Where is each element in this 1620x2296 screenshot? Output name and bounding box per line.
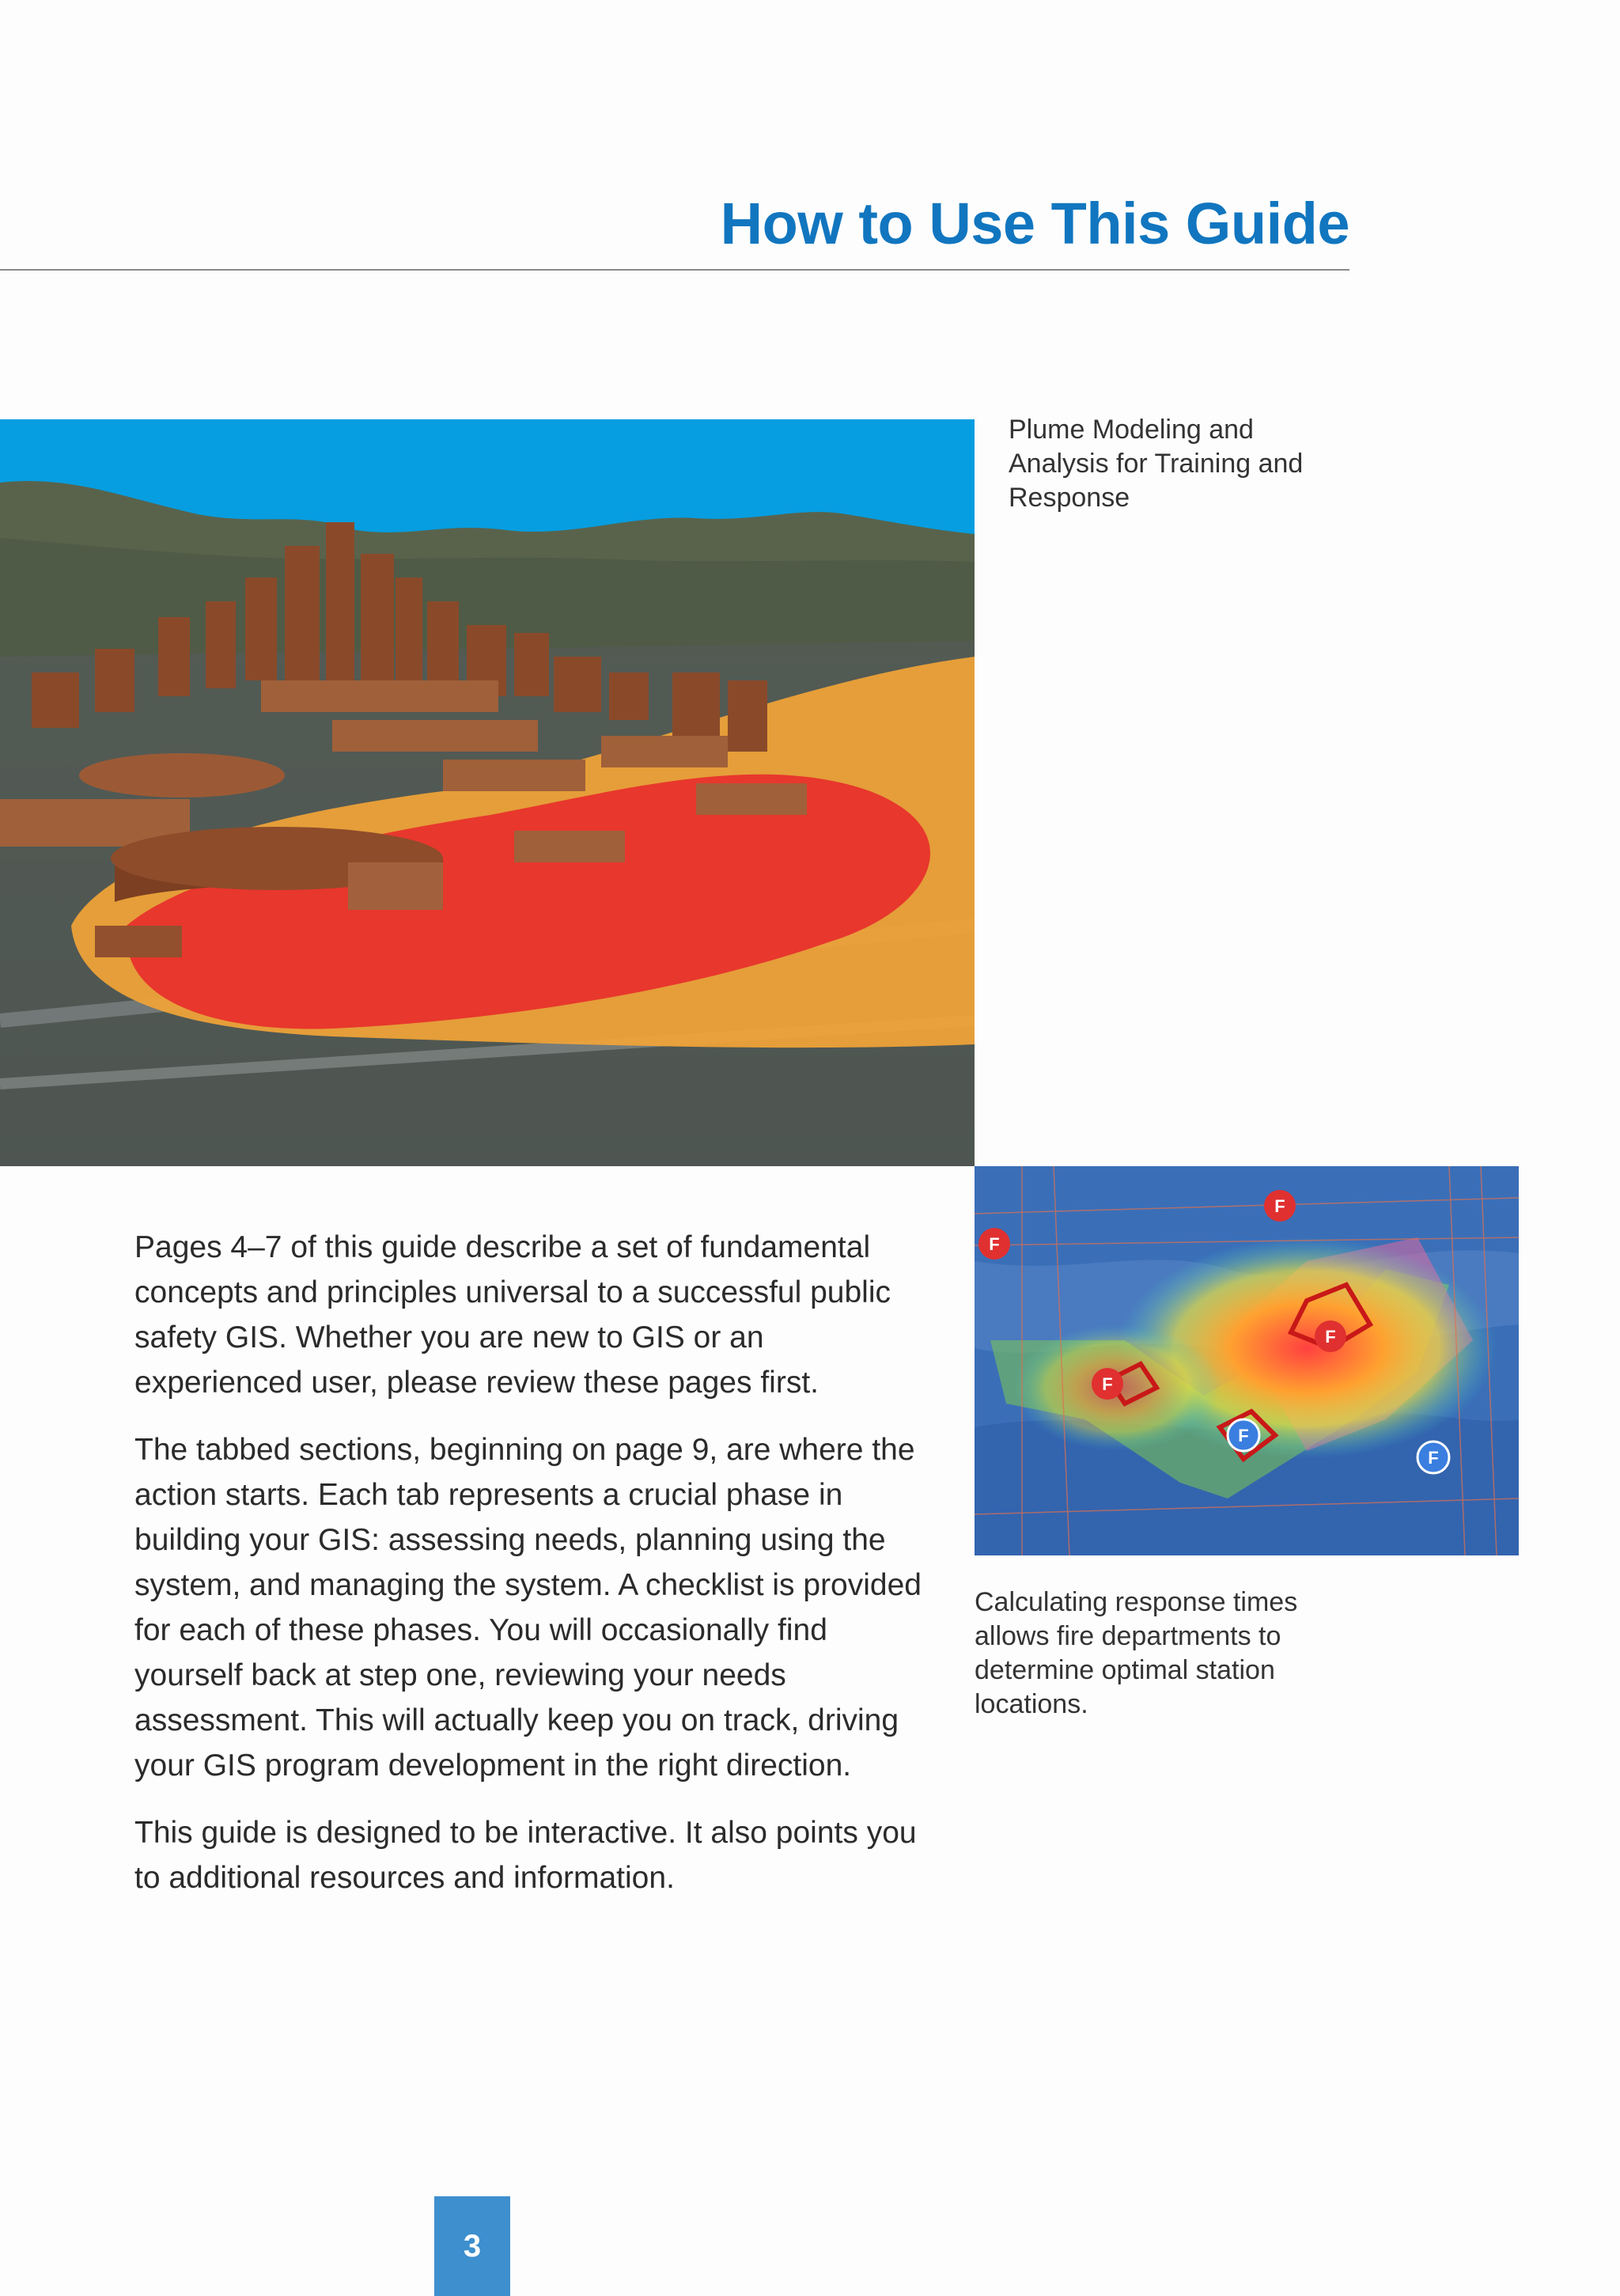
- body-paragraph: This guide is designed to be interactive. It also points you to additional resources and information.: [134, 1816, 917, 1895]
- station-marker-label: F: [1238, 1426, 1249, 1445]
- plume-figure-caption: Plume Modeling and Analysis for Training and Response: [1009, 415, 1304, 513]
- station-marker-label: F: [1428, 1448, 1439, 1468]
- station-marker-label: F: [989, 1234, 1000, 1254]
- page-number: 3: [434, 2196, 510, 2296]
- station-marker-label: F: [1274, 1196, 1285, 1216]
- response-figure-caption: Calculating response times allows fire departments to determine optimal station locations.: [975, 1587, 1298, 1719]
- response-time-map-image: [975, 1166, 1519, 1555]
- body-paragraph: The tabbed sections, beginning on page 9, are where the action starts. Each tab represents a crucial phase in building your GIS: assessing needs, planning using the system, and managing the system. A checklist is provided for each of these phases. You will occasionally find yourself back at step one, reviewing your needs assessment. This will actually keep you on track, driving your GIS program development in the right direction.: [134, 1433, 922, 1783]
- body-text: [134, 1225, 933, 1923]
- title-divider: [0, 269, 1349, 271]
- station-marker-label: F: [1102, 1374, 1113, 1394]
- page-title: How to Use This Guide: [720, 191, 1349, 256]
- plume-model-image: [0, 419, 975, 1166]
- body-paragraph: Pages 4–7 of this guide describe a set of fundamental concepts and principles universal to a successful public safety GIS. Whether you are new to GIS or an experienced user, please review these pages first.: [134, 1230, 891, 1400]
- station-marker-label: F: [1325, 1327, 1336, 1347]
